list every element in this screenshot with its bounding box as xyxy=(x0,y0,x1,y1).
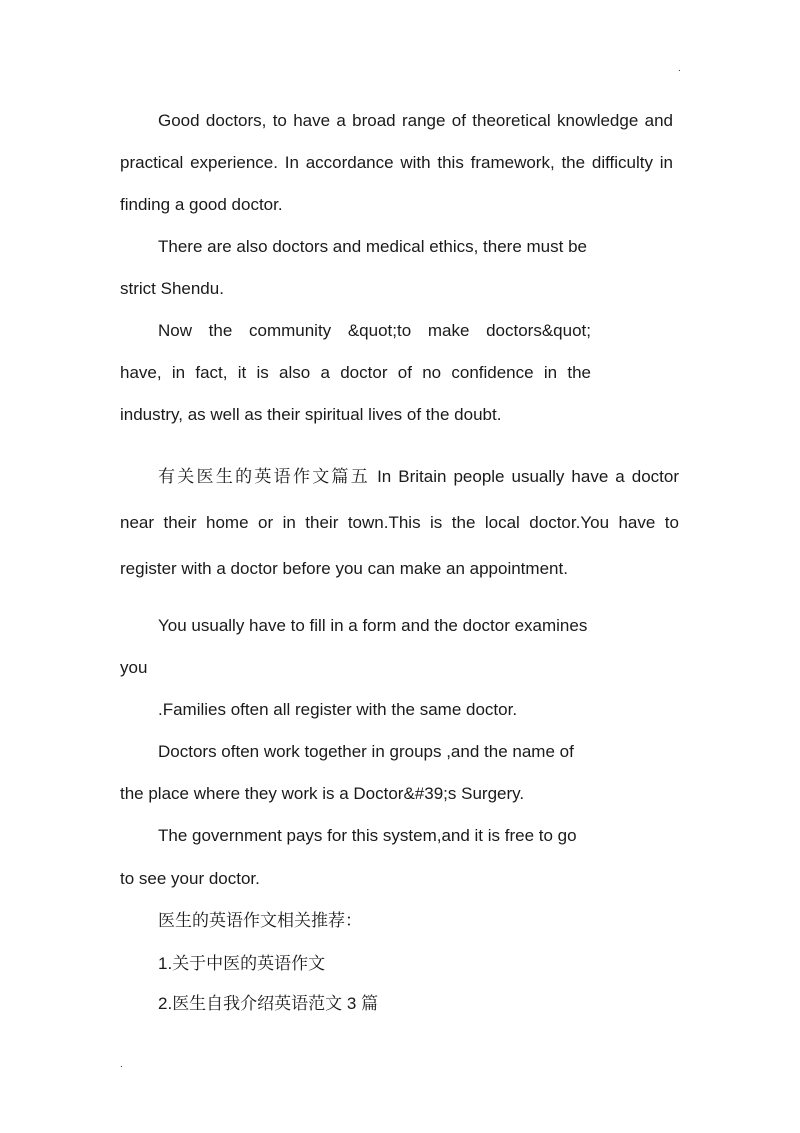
text-line: finding a good doctor. xyxy=(120,195,283,214)
recommend-item[interactable] xyxy=(158,993,378,1015)
text-line-with-heading xyxy=(158,466,679,488)
text-line: Doctors often work together in groups ,and the name of xyxy=(158,742,574,761)
top-marker: . xyxy=(678,63,681,74)
text-line: Good doctors, to have a broad range of theoretical knowledge and xyxy=(158,111,673,130)
text-line: There are also doctors and medical ethics, there must be xyxy=(158,237,587,256)
text-line: the place where they work is a Doctor&#39;s Surgery. xyxy=(120,784,525,803)
bottom-marker: . xyxy=(120,1059,123,1070)
item-count: 3 xyxy=(342,994,362,1013)
text-line: register with a doctor before you can make an appointment. xyxy=(120,559,568,578)
text-line: .Families often all register with the same doctor. xyxy=(158,700,518,719)
text-line: have, in fact, it is also a doctor of no confidence in the xyxy=(120,363,591,382)
text-line: strict Shendu. xyxy=(120,279,224,298)
text-line: to see your doctor. xyxy=(120,869,260,888)
text-line: You usually have to fill in a form and the doctor examines xyxy=(158,616,588,635)
inline-text: In Britain people usually have a doctor xyxy=(370,467,679,486)
text-line: Now the community &quot;to make doctors&quot; xyxy=(158,321,591,340)
text-line: you xyxy=(120,658,148,677)
item-link[interactable]: 关于中医的英语作文 xyxy=(172,954,326,974)
item-number: 2. xyxy=(158,994,173,1013)
recommend-item[interactable] xyxy=(158,953,325,975)
item-link[interactable]: 医生自我介绍英语范文 xyxy=(172,994,343,1014)
item-number: 1. xyxy=(158,954,173,973)
item-suffix: 篇 xyxy=(361,994,379,1014)
section-heading: 有关医生的英语作文篇五 xyxy=(158,467,371,487)
text-line: industry, as well as their spiritual lives of the doubt. xyxy=(120,405,502,424)
text-line: practical experience. In accordance with this framework, the difficulty in xyxy=(120,153,673,172)
text-line: near their home or in their town.This is the local doctor.You have to xyxy=(120,513,679,532)
text-line: The government pays for this system,and it is free to go xyxy=(158,826,577,845)
recommend-heading: 医生的英语作文相关推荐： xyxy=(158,911,362,931)
